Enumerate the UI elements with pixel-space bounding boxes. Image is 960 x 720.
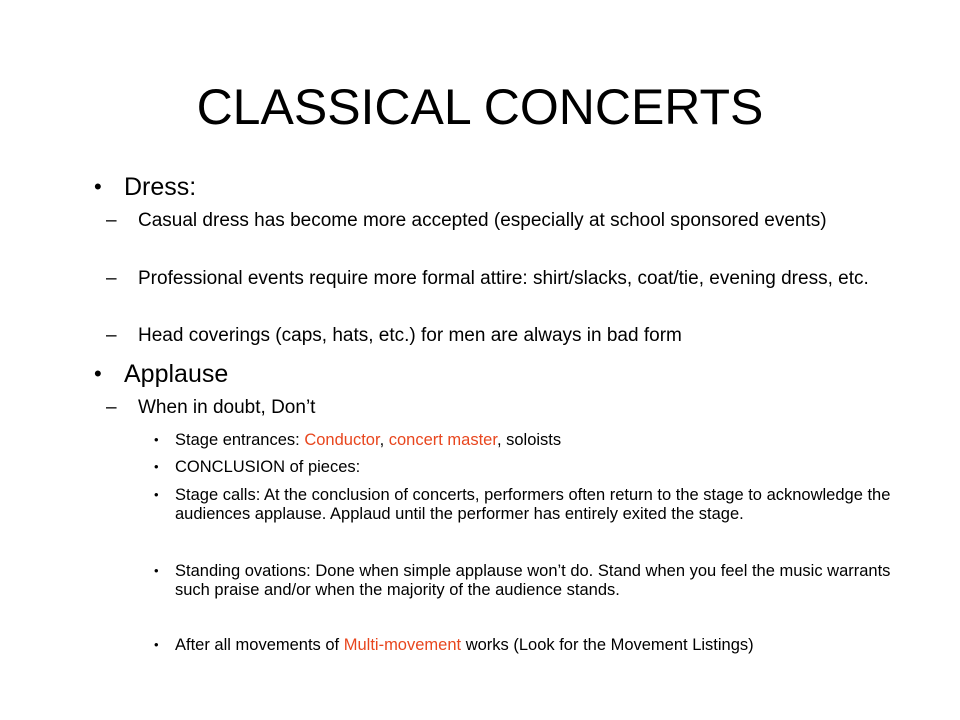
- stage-calls-text: Stage calls: At the conclusion of concerts, performers often return to the stage to acknowledge the audiences applause. Applaud until the performer has entirely exited the stage.: [175, 486, 891, 523]
- dress-item-text: Casual dress has become more accepted (especially at school sponsored events): [138, 210, 827, 231]
- dress-label: Dress:: [124, 173, 197, 201]
- bullet-dot: •: [94, 361, 102, 386]
- applause-label: Applause: [124, 360, 229, 388]
- entrances-suffix: , soloists: [496, 431, 562, 449]
- movements-prefix: After all movements of: [175, 636, 344, 654]
- dress-item-text: Professional events require more formal attire: shirt/slacks, coat/tie, evening dress, etc.: [138, 268, 869, 289]
- slide-title: CLASSICAL CONCERTS: [196, 79, 764, 135]
- bullet-dot: •: [154, 459, 159, 474]
- dress-item-2: [106, 268, 878, 290]
- bullet-dot: •: [94, 174, 102, 199]
- applause-conclusion: [154, 458, 895, 477]
- dash-marker: –: [106, 325, 117, 346]
- concert-master-highlight: concert master: [388, 431, 497, 449]
- dash-marker: –: [106, 210, 117, 231]
- dash-marker: –: [106, 397, 117, 418]
- movements-suffix: works (Look for the Movement Listings): [461, 636, 754, 654]
- applause-stage-calls: [154, 486, 895, 523]
- applause-sub-text: When in doubt, Don’t: [138, 397, 316, 418]
- applause-sub: [106, 397, 878, 419]
- conclusion-text: CONCLUSION of pieces:: [175, 458, 361, 476]
- dash-marker: –: [106, 268, 117, 289]
- dress-item-3: [106, 325, 878, 347]
- dress-item-1: [106, 210, 878, 232]
- entrances-prefix: Stage entrances:: [175, 431, 305, 449]
- applause-standing: [154, 562, 895, 599]
- bullet-applause: [94, 359, 229, 389]
- standing-text: Standing ovations: Done when simple applause won’t do. Stand when you feel the music warrants such praise and/or when the majority of the audience stands.: [175, 562, 891, 599]
- applause-movements: [154, 636, 895, 655]
- entrances-sep: ,: [379, 431, 389, 449]
- applause-entrances: [154, 431, 895, 450]
- bullet-dot: •: [154, 637, 159, 652]
- conductor-highlight: Conductor: [304, 431, 380, 449]
- bullet-dot: •: [154, 487, 159, 502]
- bullet-dress: [94, 172, 197, 202]
- multi-movement-highlight: Multi-movement: [343, 636, 462, 654]
- bullet-dot: •: [154, 563, 159, 578]
- bullet-dot: •: [154, 432, 159, 447]
- dress-item-text: Head coverings (caps, hats, etc.) for men are always in bad form: [138, 325, 682, 346]
